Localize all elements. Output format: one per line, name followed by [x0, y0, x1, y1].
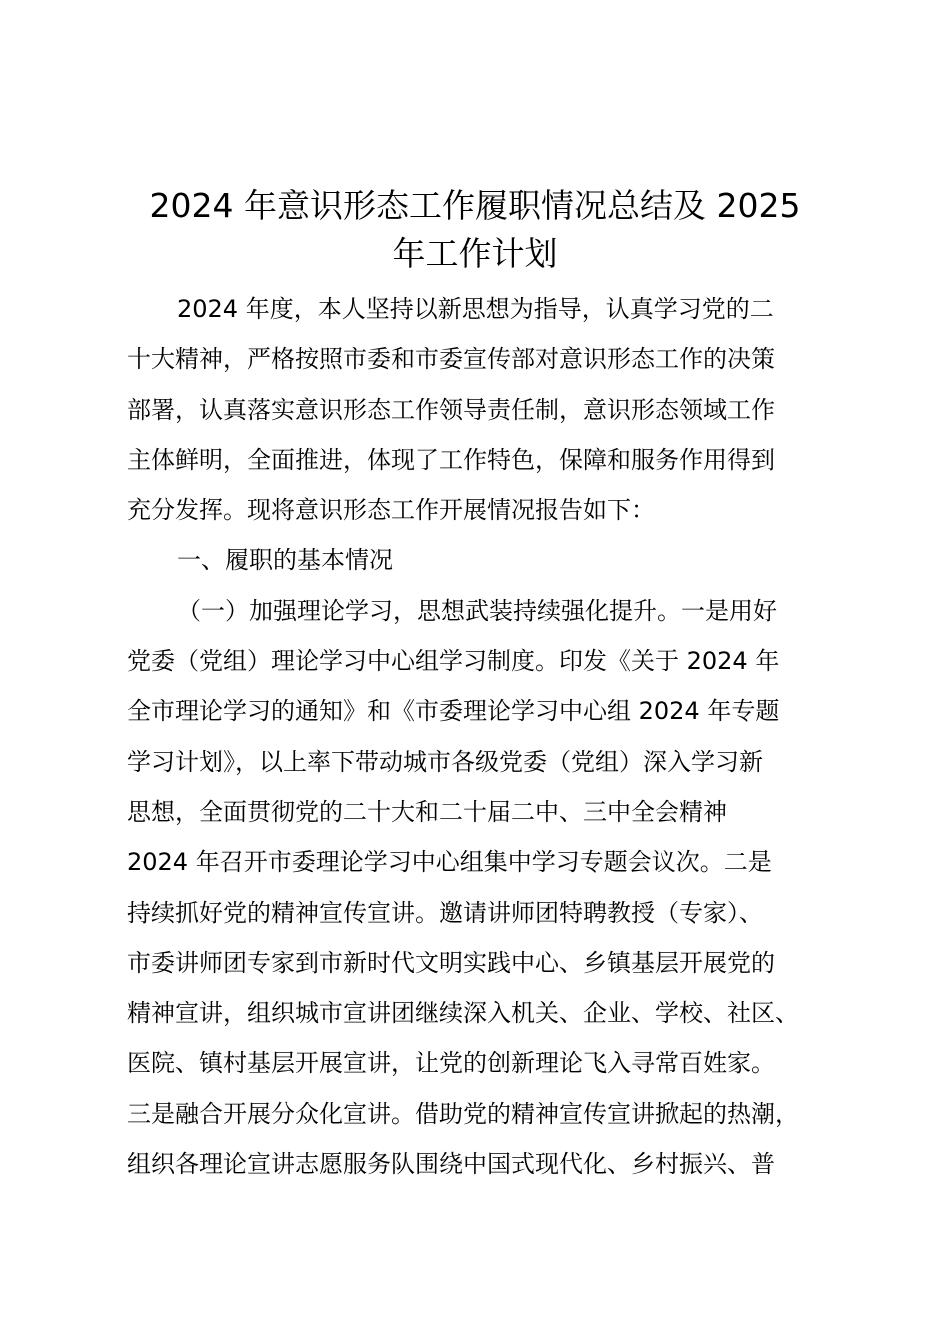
paragraph-line: 三是融合开展分众化宣讲。借助党的精神宣传宣讲掀起的热潮，	[127, 1099, 799, 1128]
paragraph-line: 市委讲师团专家到市新时代文明实践中心、乡镇基层开展党的	[127, 948, 775, 977]
title-line: 2024 年意识形态工作履职情况总结及 2025	[149, 186, 801, 225]
paragraph-line: 组织各理论宣讲志愿服务队围绕中国式现代化、乡村振兴、普	[127, 1150, 775, 1179]
section-heading: 一、履职的基本情况	[177, 546, 393, 575]
paragraph-line: 2024 年召开市委理论学习中心组集中学习专题会议次。二是	[127, 848, 772, 877]
paragraph-line: 学习计划》，以上率下带动城市各级党委（党组）深入学习新	[127, 747, 763, 776]
paragraph-line: 精神宣讲，组织城市宣讲团继续深入机关、企业、学校、社区、	[127, 999, 799, 1028]
paragraph-line: 全市理论学习的通知》和《市委理论学习中心组 2024 年专题	[127, 697, 780, 726]
paragraph-line: 持续抓好党的精神宣传宣讲。邀请讲师团特聘教授（专家）、	[127, 898, 763, 927]
paragraph-line: 医院、镇村基层开展宣讲，让党的创新理论飞入寻常百姓家。	[127, 1049, 775, 1078]
paragraph-line: 十大精神，严格按照市委和市委宣传部对意识形态工作的决策	[127, 345, 775, 374]
paragraph-line: 主体鲜明，全面推进，体现了工作特色，保障和服务作用得到	[127, 445, 775, 474]
paragraph-line: 2024 年度，本人坚持以新思想为指导，认真学习党的二	[177, 295, 774, 323]
document-title	[100, 182, 850, 278]
document-body	[127, 284, 887, 1189]
paragraph-line: 充分发挥。现将意识形态工作开展情况报告如下：	[127, 496, 655, 525]
paragraph-line: 思想，全面贯彻党的二十大和二十届二中、三中全会精神	[127, 797, 727, 826]
title-line: 年工作计划	[392, 234, 558, 273]
paragraph-line: 党委（党组）理论学习中心组学习制度。印发《关于 2024 年	[127, 647, 780, 676]
paragraph-line: （一）加强理论学习，思想武装持续强化提升。一是用好	[177, 596, 777, 625]
paragraph-line: 部署，认真落实意识形态工作领导责任制，意识形态领域工作	[127, 395, 775, 424]
